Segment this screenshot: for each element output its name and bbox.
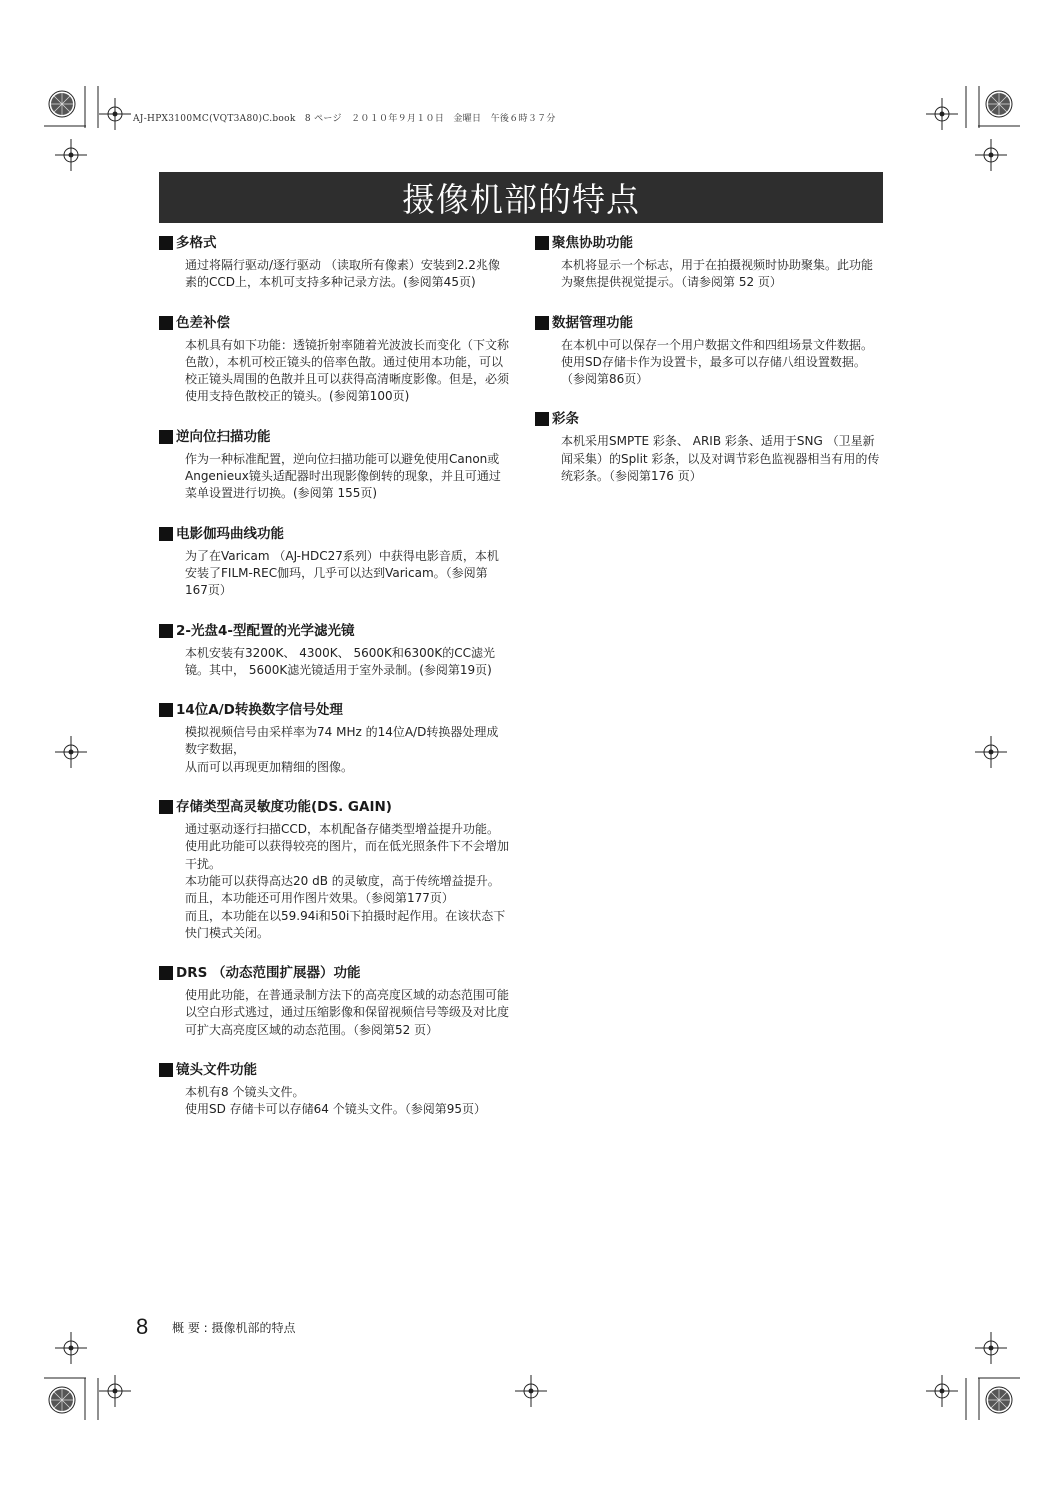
section-heading-text: 数据管理功能 xyxy=(552,314,633,331)
print-header: AJ-HPX3100MC(VQT3A80)C.book 8 ページ ２０１０年９月１０日 金曜日 午後６時３７分 xyxy=(133,114,556,124)
section-body xyxy=(185,337,509,406)
feature-section xyxy=(159,314,509,406)
section-heading xyxy=(159,1061,509,1079)
section-heading xyxy=(159,525,509,543)
feature-section xyxy=(159,622,509,680)
square-bullet-icon xyxy=(159,966,173,980)
feature-section xyxy=(159,525,509,600)
section-heading-text: 电影伽玛曲线功能 xyxy=(176,525,284,542)
square-bullet-icon xyxy=(535,236,549,250)
right-column xyxy=(535,234,880,507)
paragraph: 使用此功能，在普通录制方法下的高亮度区域的动态范围可能以空白形式逃过，通过压缩影像和保留视频信号等级及对比度可扩大高亮度区域的动态范围。（参阅第52 页） xyxy=(185,988,510,1037)
section-heading-text: DRS （动态范围扩展器）功能 xyxy=(176,965,361,982)
section-heading-text: 逆向位扫描功能 xyxy=(176,428,271,445)
section-heading xyxy=(535,314,880,332)
feature-section xyxy=(535,410,880,485)
section-heading-text: 14位A/D转换数字信号处理 xyxy=(176,702,343,719)
square-bullet-icon xyxy=(159,236,173,250)
section-heading xyxy=(159,314,509,332)
page-number: 8 xyxy=(136,1314,149,1339)
section-heading xyxy=(535,410,880,428)
section-body xyxy=(185,987,509,1039)
section-heading xyxy=(159,428,509,446)
paragraph: 模拟视频信号由采样率为74 MHz 的14位A/D转换器处理成数字数据， xyxy=(185,725,499,757)
paragraph: 本机安装有3200K、 4300K、 5600K和6300K的CC滤光镜。其中， 5600K滤光镜适用于室外录制。(参阅第19页) xyxy=(185,645,496,677)
feature-section xyxy=(159,798,509,942)
section-heading-text: 彩条 xyxy=(552,411,579,428)
section-body xyxy=(185,451,509,503)
paragraph: 本机采用SMPTE 彩条、 ARIB 彩条、适用于SNG （卫星新闻采集）的Split 彩条，以及对调节彩色监视器相当有用的传统彩条。（参阅第176 页） xyxy=(561,434,880,484)
section-body xyxy=(561,257,880,292)
section-body xyxy=(185,548,509,600)
square-bullet-icon xyxy=(159,624,173,638)
paragraph: 作为一种标准配置，逆向位扫描功能可以避免使用Canon或Angenieux镜头适配器时出现影像倒转的现象，并且可通过菜单设置进行切换。(参阅第 155页) xyxy=(185,451,501,501)
section-heading-text: 色差补偿 xyxy=(176,314,230,331)
section-heading xyxy=(535,234,880,252)
paragraph: 而且，本功能还可用作图片效果。（参阅第177页） xyxy=(185,891,454,906)
square-bullet-icon xyxy=(159,430,173,444)
feature-section xyxy=(159,234,509,292)
section-heading xyxy=(159,701,509,719)
paragraph: 从而可以再现更加精细的图像。 xyxy=(185,759,354,774)
section-heading-text: 2-光盘4-型配置的光学滤光镜 xyxy=(176,622,355,639)
section-heading xyxy=(159,622,509,640)
section-heading-text: 多格式 xyxy=(176,235,217,251)
section-body xyxy=(561,433,880,485)
paragraph: 使用SD存储卡作为设置卡，最多可以存储八组设置数据。（参阅第86页） xyxy=(561,354,866,387)
section-body xyxy=(185,821,509,942)
paragraph: 本功能可以获得高达20 dB 的灵敏度，高于传统增益提升。 xyxy=(185,873,500,888)
section-body xyxy=(561,337,880,389)
feature-section xyxy=(159,428,509,503)
paragraph: 而且，本功能在以59.94i和50i下拍摄时起作用。在该状态下快门模式关闭。 xyxy=(185,908,506,940)
feature-section xyxy=(159,701,509,776)
square-bullet-icon xyxy=(159,703,173,717)
left-column xyxy=(159,234,509,1141)
paragraph: 通过将隔行驱动/逐行驱动 （读取所有像素）安装到2.2兆像素的CCD上，本机可支持多种记录方法。(参阅第45页) xyxy=(185,258,500,290)
paragraph: 本机具有如下功能：透镜折射率随着光波波长而变化（下文称色散），本机可校正镜头的倍率色散。通过使用本功能，可以校正镜头周围的色散并且可以获得高清晰度影像。但是，必须使用支持色散校正的镜头。(参阅第100页) xyxy=(185,337,510,404)
section-body xyxy=(185,645,509,680)
section-body xyxy=(185,1084,509,1119)
square-bullet-icon xyxy=(535,316,549,330)
feature-section xyxy=(159,1061,509,1119)
paragraph: 为了在Varicam （AJ-HDC27系列）中获得电影音质，本机安装了FILM-REC伽玛，几乎可以达到Varicam。（参阅第167页） xyxy=(185,548,499,598)
paragraph: 本机将显示一个标志，用于在拍摄视频时协助聚集。此功能为聚焦提供视觉提示。（请参阅第 52 页） xyxy=(561,258,874,290)
feature-section xyxy=(159,964,509,1039)
square-bullet-icon xyxy=(159,1063,173,1077)
square-bullet-icon xyxy=(159,316,173,330)
section-heading xyxy=(159,798,509,816)
section-heading-text: 存储类型高灵敏度功能(DS. GAIN) xyxy=(176,799,392,816)
section-heading xyxy=(159,964,509,982)
section-heading-text: 镜头文件功能 xyxy=(176,1062,257,1079)
section-body xyxy=(185,724,509,776)
paragraph: 在本机中可以保存一个用户数据文件和四组场景文件数据。 xyxy=(561,337,874,352)
section-heading xyxy=(159,234,509,252)
page-title: 摄像机部的特点 xyxy=(159,172,883,223)
section-body xyxy=(185,257,509,292)
square-bullet-icon xyxy=(535,412,549,426)
feature-section xyxy=(535,314,880,389)
feature-section xyxy=(535,234,880,292)
paragraph: 本机有8 个镜头文件。 xyxy=(185,1085,305,1100)
footer-chapter-title: 概 要 : 摄像机部的特点 xyxy=(172,1321,296,1335)
paragraph: 通过驱动逐行扫描CCD，本机配备存储类型增益提升功能。使用此功能可以获得较亮的图片，而在低光照条件下不会增加干扰。 xyxy=(185,822,510,871)
square-bullet-icon xyxy=(159,527,173,541)
section-heading-text: 聚焦协助功能 xyxy=(552,235,633,251)
paragraph: 使用SD 存储卡可以存储64 个镜头文件。（参阅第95页） xyxy=(185,1102,487,1117)
square-bullet-icon xyxy=(159,800,173,814)
